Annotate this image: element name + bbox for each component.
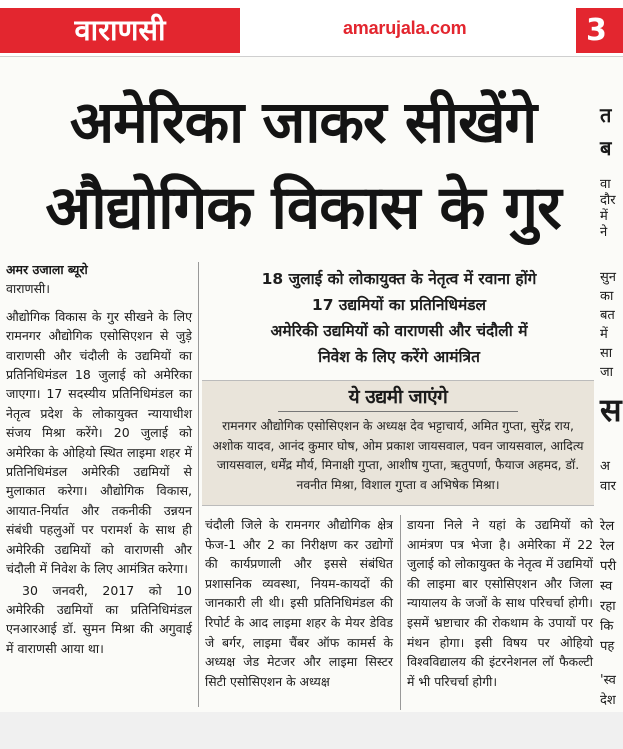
section-label: वाराणसी [0, 8, 240, 53]
sub-headline-line: 18 जुलाई को लोकायुक्त के नेतृत्व में रवाना होंगे [261, 270, 537, 288]
edge-text: दौर [600, 193, 616, 208]
edge-text: सुन [600, 270, 617, 285]
edge-text: रेल [600, 539, 615, 554]
dateline-place: वाराणसी। [6, 281, 51, 297]
byline-author: अमर उजाला ब्यूरो [6, 262, 88, 277]
edge-text: में [600, 327, 608, 342]
box-title-rule [278, 411, 518, 412]
edge-text: पह [600, 639, 615, 654]
edge-text: में [600, 209, 608, 224]
edge-text: देश [600, 693, 616, 708]
middle-column: चंदौली जिले के रामनगर औद्योगिक क्षेत्र फेज-1 और 2 का निरीक्षण कर उद्योगों की कार्यप्रणाली और इससे संबंधित प्रशासनिक व्यवस्था, नियम-कायदों की जानकारी ली थी। इसी प्रतिनिधिमंडल की रिपोर्ट के आद लाइमा शहर के मेयर डेविड जे बर्गर, लाइमा चैंबर ऑफ कामर्स के अध्यक्ष जेड मेटजर और लाइमा सिस्टर सिटी एसोसिएशन के अध्यक्ष [205, 517, 393, 689]
sub-headline-line: 17 उद्यमियों का प्रतिनिधिमंडल [311, 296, 487, 314]
edge-text: अ [600, 459, 610, 474]
left-column [6, 260, 192, 660]
body-paragraph: औद्योगिक विकास के गुर सीखने के लिए रामनगर औद्योगिक एसोसिएशन से जुड़े वाराणसी और चंदौली के उद्यमियों का प्रतिनिधिमंडल 18 जुलाई को अमेरिका जाएगा। 17 सदस्यीय प्रतिनिधिमंडल का नेतृत्व प्रदेश के लोकायुक्त न्यायाधीश संजय मिश्रा करेंगे। 20 जुलाई को अमेरिका के ओहियो स्थित लाइमा शहर में प्रतिनिधिमंडल अमेरिकी उद्यमियों से मुलाकात करेगा। औद्योगिक विकास, आयात-निर्यात और तकनीकी उन्नयन संबंधी पहलुओं पर परामर्श के साथ ही अमेरिकी उद्यमियों को वाराणसी और चंदौली में निवेश के लिए आमंत्रित करेगा। [6, 308, 192, 577]
edge-text: ने [600, 225, 608, 240]
right-column: डायना निले ने यहां के उद्यमियों को आमंत्रण पत्र भेजा है। अमेरिका में 22 जुलाई को लोकायुक्त के नेतृत्व में उद्यमियों की लाइमा बार एसोसिएशन और जिला न्यायालय के जजों के साथ परिचर्चा होगी। इसमें भ्रष्टाचार की रोकथाम के उपायों पर मंथन होगा। इसी विषय पर ओहियो विश्वविद्यालय की इंटरनेशनल लॉ फैकल्टी में भी परिचर्चा होगी। [407, 517, 593, 689]
page-number-tab: 3 [576, 8, 623, 53]
edge-text: का [600, 289, 614, 304]
publication-logo: amarujala.com [343, 18, 467, 38]
box-title: ये उद्यमी जाएंगे [348, 386, 448, 408]
edge-text: स्व [600, 579, 613, 594]
headline-line-2: औद्योगिक विकास के गुर [45, 173, 561, 243]
sub-headline [205, 266, 593, 370]
edge-text: 'स्व [600, 673, 616, 688]
edge-text: स [600, 391, 622, 429]
edge-text: कि [600, 619, 614, 634]
body-paragraph: 30 जनवरी, 2017 को 10 अमेरिकी उद्यमियों का प्रतिनिधिमंडल एनआरआई डॉ. सुमन मिश्रा की अगुवाई में वाराणसी आया था। [6, 582, 192, 656]
entrepreneurs-list-box [202, 380, 594, 506]
adjacent-article-edge [598, 56, 623, 749]
edge-text: बत [600, 308, 615, 323]
edge-text: त [600, 103, 612, 127]
edge-text: जा [600, 365, 614, 380]
edge-text: सा [600, 346, 613, 361]
headline-line-1: अमेरिका जाकर सीखेंगे [69, 88, 537, 156]
box-text: रामनगर औद्योगिक एसोसिएशन के अध्यक्ष देव भट्टाचार्य, अमित गुप्ता, सुरेंद्र राय, अशोक यादव, आनंद कुमार घोष, ओम प्रकाश जायसवाल, पवन जायसवाल, आदित्य जायसवाल, धर्मेंद्र मौर्य, मिनाक्षी गुप्ता, आशीष गुप्ता, ऋतुपर्णा, फैयाज अहमद, डॉ. नवनीत मिश्रा, विशाल गुप्ता व अभिषेक मिश्रा। [212, 419, 584, 492]
column-divider [400, 515, 401, 710]
sub-headline-line: अमेरिकी उद्यमियों को वाराणसी और चंदौली में [270, 322, 528, 340]
edge-text: रहा [600, 599, 616, 614]
page-bottom-strip [0, 712, 623, 749]
edge-text: ब [600, 136, 612, 160]
edge-text: वार [600, 479, 616, 494]
masthead [0, 0, 623, 57]
edge-text: वा [600, 177, 611, 192]
edge-text: परी [600, 559, 617, 574]
sub-headline-line: निवेश के लिए करेंगे आमंत्रित [318, 348, 480, 366]
edge-text: रेल [600, 519, 615, 534]
column-divider [198, 262, 199, 707]
